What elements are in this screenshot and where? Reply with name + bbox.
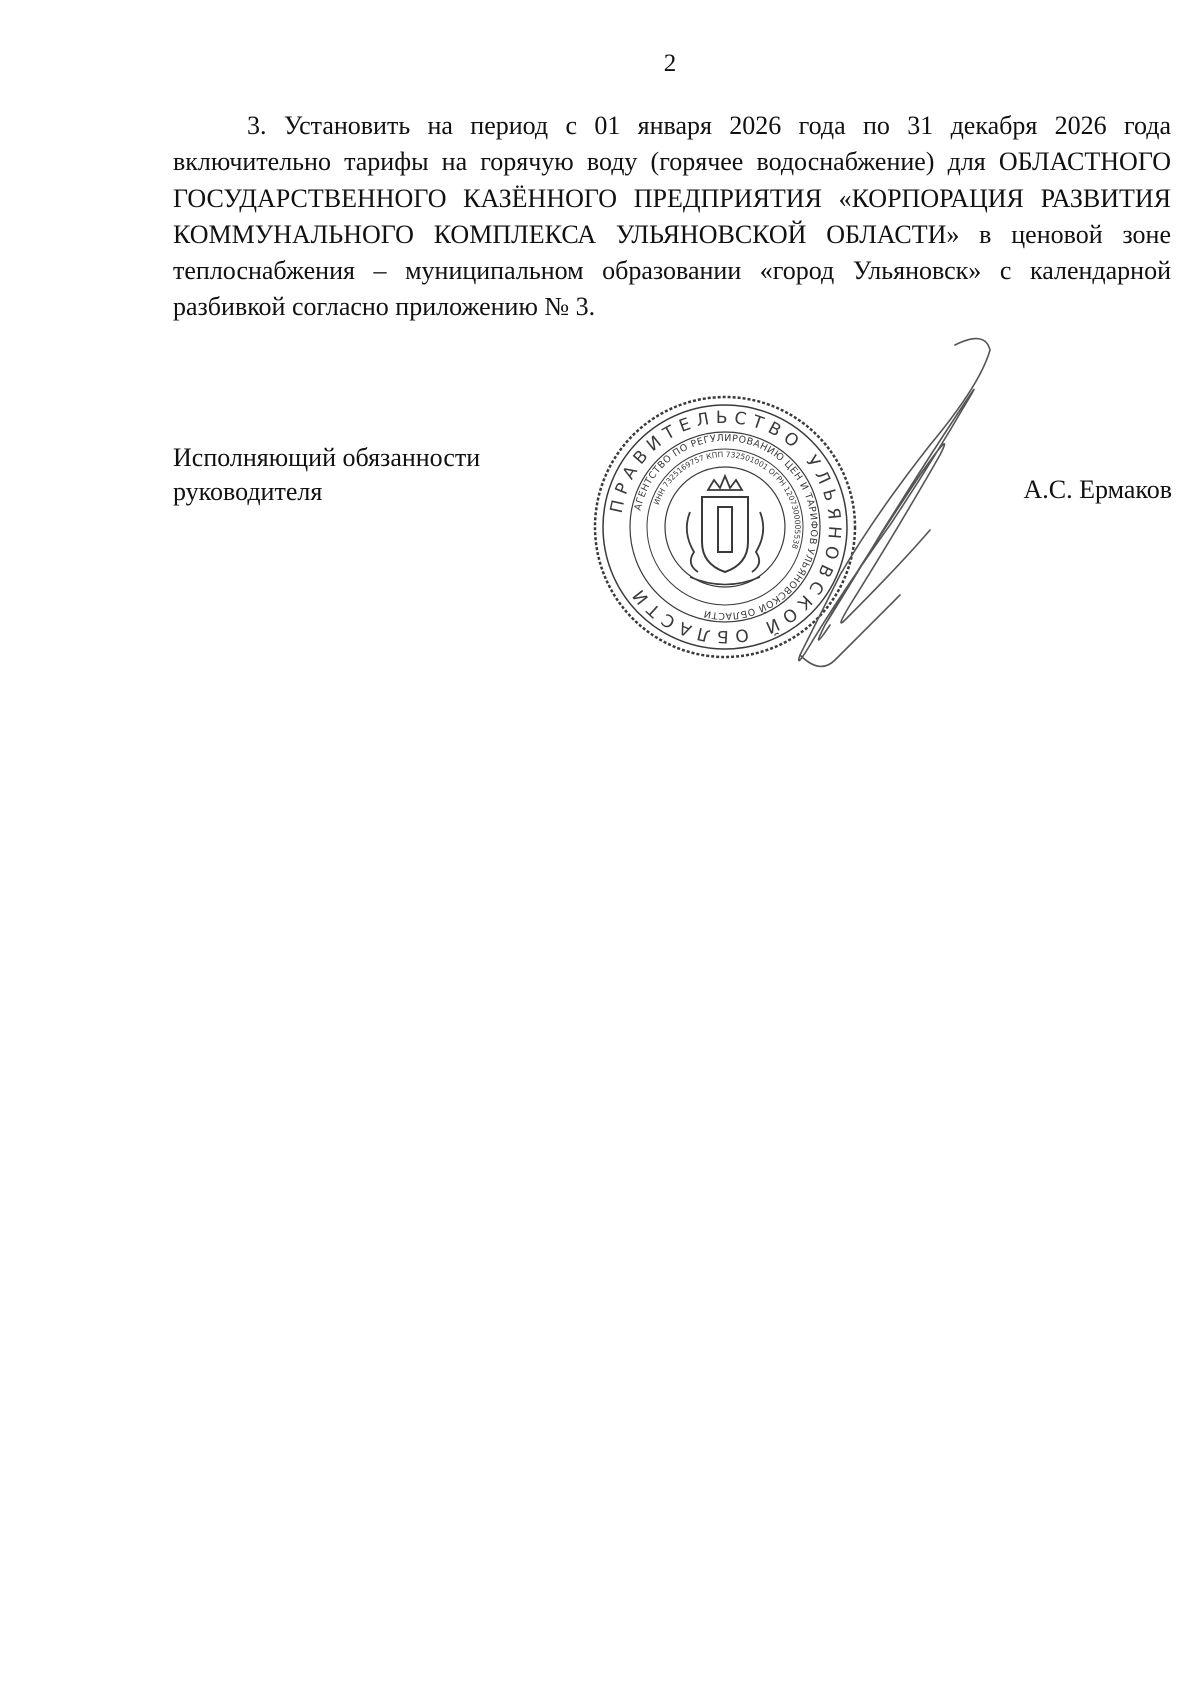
svg-text:ПРАВИТЕЛЬСТВО УЛЬЯНОВСКОЙ ОБЛА: ПРАВИТЕЛЬСТВО УЛЬЯНОВСКОЙ ОБЛАСТИ <box>606 407 845 647</box>
svg-text:ИНН 7325169757 КПП 732501001 О: ИНН 7325169757 КПП 732501001 ОГРН 1207300005538 <box>651 449 803 551</box>
svg-text:АГЕНТСТВО ПО РЕГУЛИРОВАНИЮ ЦЕН: АГЕНТСТВО ПО РЕГУЛИРОВАНИЮ ЦЕН И ТАРИФОВ УЛЬЯНОВСКОЙ ОБЛАСТИ <box>632 432 820 622</box>
page-number: 2 <box>663 50 677 77</box>
signer-title <box>173 441 480 509</box>
signer-title-line-2: руководителя <box>173 477 323 506</box>
handwritten-signature-icon <box>780 325 1100 685</box>
paragraph-text: 3. Установить на период с 01 января 2026 года по 31 декабря 2026 года включительно тарифы на горячую воду (горячее водоснабжение) для ОБЛАСТНОГО ГОСУДАРСТВЕННОГО КАЗЁННОГО ПРЕДПРИЯТИЯ «КОРПОРАЦИЯ РАЗВИТИЯ КОММУНАЛЬНОГО КОМПЛЕКСА УЛЬЯНОВСКОЙ ОБЛАСТИ» в ценовой зоне теплоснабжения – муниципальном образовании «город Ульяновск» с календарной разбивкой согласно приложению № 3. <box>173 111 1171 322</box>
signer-title-line-1: Исполняющий обязанности <box>173 443 481 472</box>
signer-name: А.С. Ермаков <box>1023 475 1172 504</box>
body-paragraph <box>173 108 1171 326</box>
